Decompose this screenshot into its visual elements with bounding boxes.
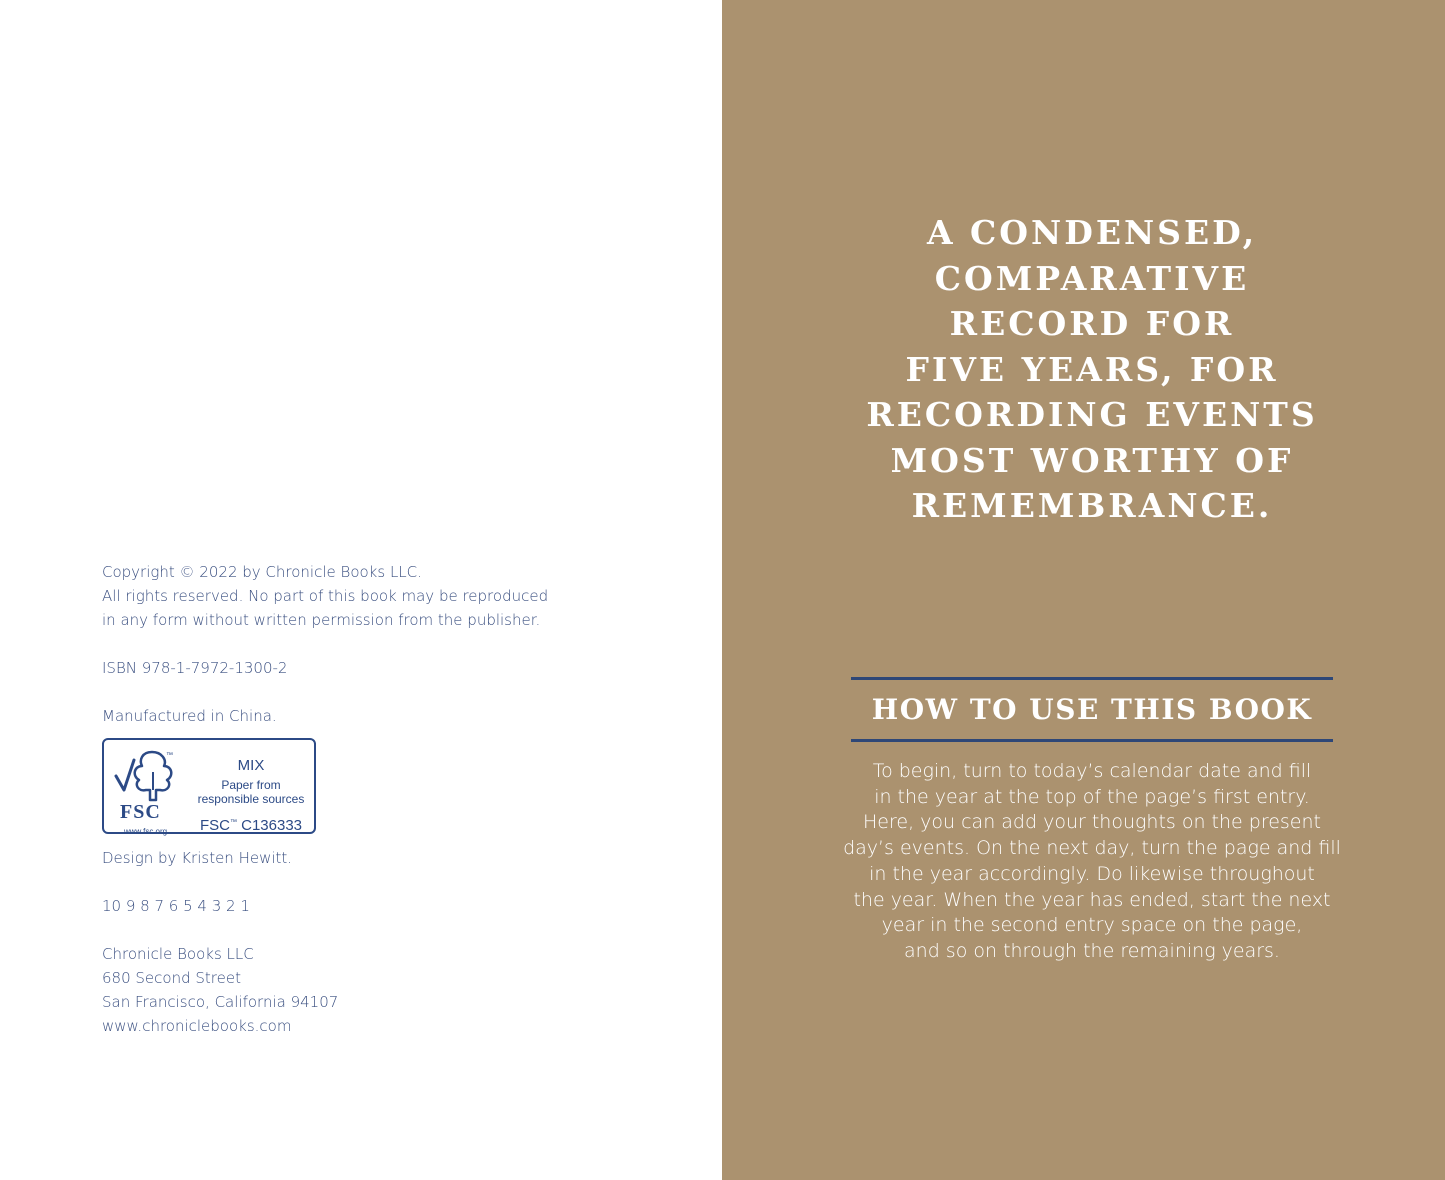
instruction-line: in the year at the top of the page’s first entry. — [874, 785, 1310, 808]
instruction-line: year in the second entry space on the page, — [881, 914, 1303, 937]
tagline — [722, 210, 1445, 529]
fsc-code-number: C136333 — [236, 817, 303, 834]
copyright-line: Copyright © 2022 by Chronicle Books LLC. — [102, 563, 422, 581]
howto-rule-top — [851, 677, 1333, 680]
fsc-description — [188, 778, 314, 806]
isbn: ISBN 978-1-7972-1300-2 — [102, 659, 288, 677]
instruction-line: and so on through the remaining years. — [904, 939, 1280, 962]
fsc-trademark: ™ — [166, 752, 173, 759]
publisher-street: 680 Second Street — [102, 969, 241, 987]
fsc-brand: FSC — [120, 801, 161, 823]
tagline-line: FIVE YEARS, FOR — [905, 349, 1279, 389]
publisher-website: www.chroniclebooks.com — [102, 1017, 292, 1035]
instruction-line: Here, you can add your thoughts on the present — [863, 811, 1321, 834]
instruction-line: in the year accordingly. Do likewise throughout — [869, 862, 1315, 885]
publisher-city: San Francisco, California 94107 — [102, 993, 339, 1011]
tagline-line: A CONDENSED, — [926, 213, 1258, 252]
fsc-desc-line: responsible sources — [197, 792, 305, 806]
instruction-line: To begin, turn to today’s calendar date and fill — [872, 760, 1312, 782]
manufactured-note: Manufactured in China. — [102, 707, 277, 725]
publisher-name: Chronicle Books LLC — [102, 945, 254, 963]
intro-page — [722, 0, 1445, 1180]
instruction-line: day’s events. On the next day, turn the page and fill — [843, 837, 1341, 860]
fsc-mix-label: MIX — [237, 757, 265, 774]
tagline-line: COMPARATIVE — [934, 258, 1250, 298]
copyright-line: in any form without written permission from the publisher. — [102, 611, 541, 629]
fsc-license-code — [188, 811, 314, 838]
printing-line: 10 9 8 7 6 5 4 3 2 1 — [102, 897, 250, 915]
howto-instructions — [822, 759, 1362, 965]
fsc-certification-logo — [102, 738, 316, 834]
fsc-code-tm: ™ — [229, 819, 237, 826]
fsc-code-prefix: FSC — [199, 817, 230, 834]
tagline-line: REMEMBRANCE. — [911, 486, 1273, 525]
fsc-url: www.fsc.org — [124, 827, 168, 836]
copyright-page — [0, 0, 722, 1180]
howto-rule-bottom — [851, 739, 1333, 742]
instruction-line: the year. When the year has ended, start the next — [853, 888, 1331, 911]
fsc-desc-line: Paper from — [221, 778, 281, 792]
design-credit: Design by Kristen Hewitt. — [102, 849, 293, 867]
tagline-line: MOST WORTHY OF — [890, 440, 1294, 480]
tagline-line: RECORDING EVENTS — [866, 395, 1318, 434]
copyright-line: All rights reserved. No part of this book may be reproduced — [102, 587, 549, 605]
copyright-block — [102, 560, 602, 1038]
howto-heading: HOW TO USE THIS BOOK — [871, 693, 1313, 726]
tagline-line: RECORD FOR — [949, 304, 1235, 343]
